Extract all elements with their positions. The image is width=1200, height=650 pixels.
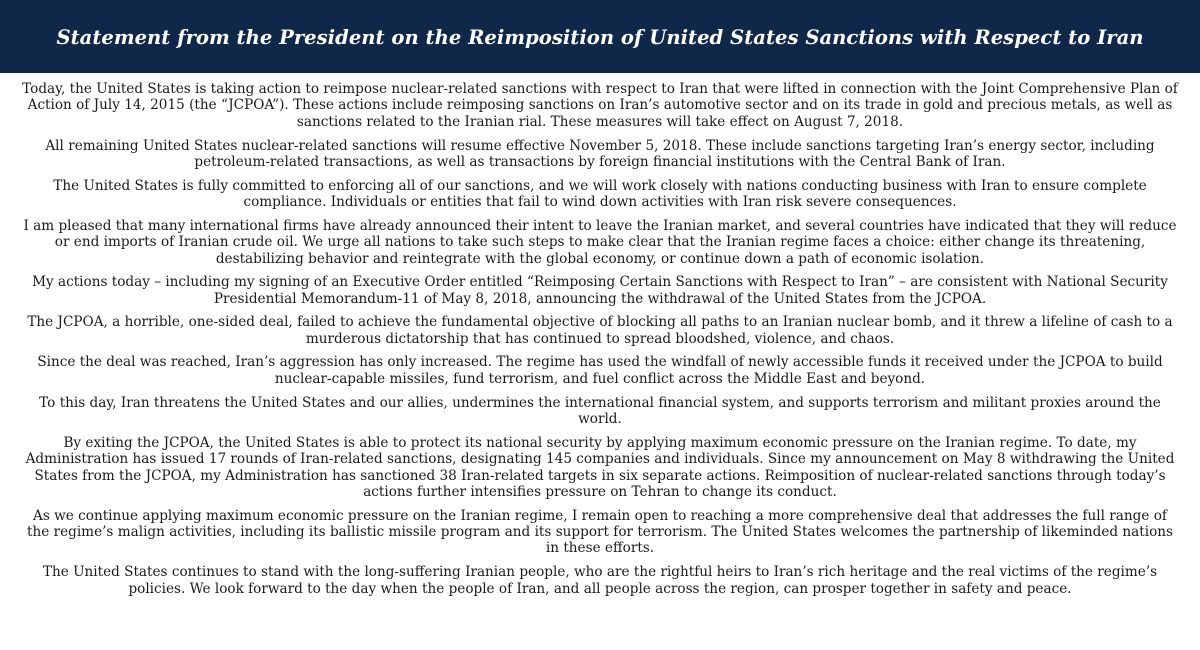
paragraph: The United States is fully committed to enforcing all of our sanctions, and we will work closely with nations conducting business with Iran to ensure complete compliance. Individuals or entities that fail to wind down activities with Iran risk severe consequences.: [53, 177, 1147, 211]
statement-title: Statement from the President on the Reimposition of United States Sanctions with Respect to Iran: [56, 26, 1144, 49]
paragraph: Today, the United States is taking action to reimpose nuclear-related sanctions with respect to Iran that were lifted in connection with the Joint Comprehensive Plan of Action of July 14, 2015 (the “JCPOA”). These actions include reimposing sanctions on Iran’s automotive sector and on its trade in gold and precious metals, as well as sanctions related to the Iranian rial. These measures will take effect on August 7, 2018.: [22, 81, 1178, 130]
paragraph: To this day, Iran threatens the United States and our allies, undermines the international financial system, and supports terrorism and militant proxies around the world.: [39, 394, 1161, 427]
paragraph: By exiting the JCPOA, the United States is able to protect its national security by applying maximum economic pressure on the Iranian regime. To date, my Administration has issued 17 rounds of Iran-related sanctions, designating 145 companies and individuals. Since my announcement on May 8 withdrawing the United States from the JCPOA, my Administration has sanctioned 38 Iran-related targets in six separate actions. Reimposition of nuclear-related sanctions through today’s actions further intensifies pressure on Tehran to change its conduct.: [25, 434, 1175, 500]
paragraph: The United States continues to stand with the long-suffering Iranian people, who are the rightful heirs to Iran’s rich heritage and the real victims of the regime’s policies. We look forward to the day when the people of Iran, and all people across the region, can prosper together in safety and peace.: [42, 564, 1158, 597]
paragraph: I am pleased that many international firms have already announced their intent to leave the Iranian market, and several countries have indicated that they will reduce or end imports of Iranian crude oil. We urge all nations to take such steps to make clear that the Iranian regime faces a choice: either change its threatening, destabilizing behavior and reintegrate with the global economy, or continue down a path of economic isolation.: [23, 217, 1177, 267]
paragraph: Since the deal was reached, Iran’s aggression has only increased. The regime has used the windfall of newly accessible funds it received under the JCPOA to build nuclear-capable missiles, fund terrorism, and fuel conflict across the Middle East and beyond.: [37, 354, 1163, 387]
statement-body: [22, 81, 1178, 604]
paragraph: All remaining United States nuclear-related sanctions will resume effective November 5, 2018. These include sanctions targeting Iran’s energy sector, including petroleum-related transactions, as well as transactions by foreign financial institutions with the Central Bank of Iran.: [45, 137, 1155, 170]
title-banner: [0, 0, 1200, 73]
paragraph: The JCPOA, a horrible, one-sided deal, failed to achieve the fundamental objective of blocking all paths to an Iranian nuclear bomb, and it threw a lifeline of cash to a murderous dictatorship that has continued to spread bloodshed, violence, and chaos.: [27, 314, 1173, 347]
paragraph: My actions today – including my signing of an Executive Order entitled “Reimposing Certain Sanctions with Respect to Iran” – are consistent with National Security Presidential Memorandum-11 of May 8, 2018, announcing the withdrawal of the United States from the JCPOA.: [32, 274, 1168, 307]
paragraph: As we continue applying maximum economic pressure on the Iranian regime, I remain open to reaching a more comprehensive deal that addresses the full range of the regime’s malign activities, including its ballistic missile program and its support for terrorism. The United States welcomes the partnership of likeminded nations in these efforts.: [27, 507, 1173, 557]
